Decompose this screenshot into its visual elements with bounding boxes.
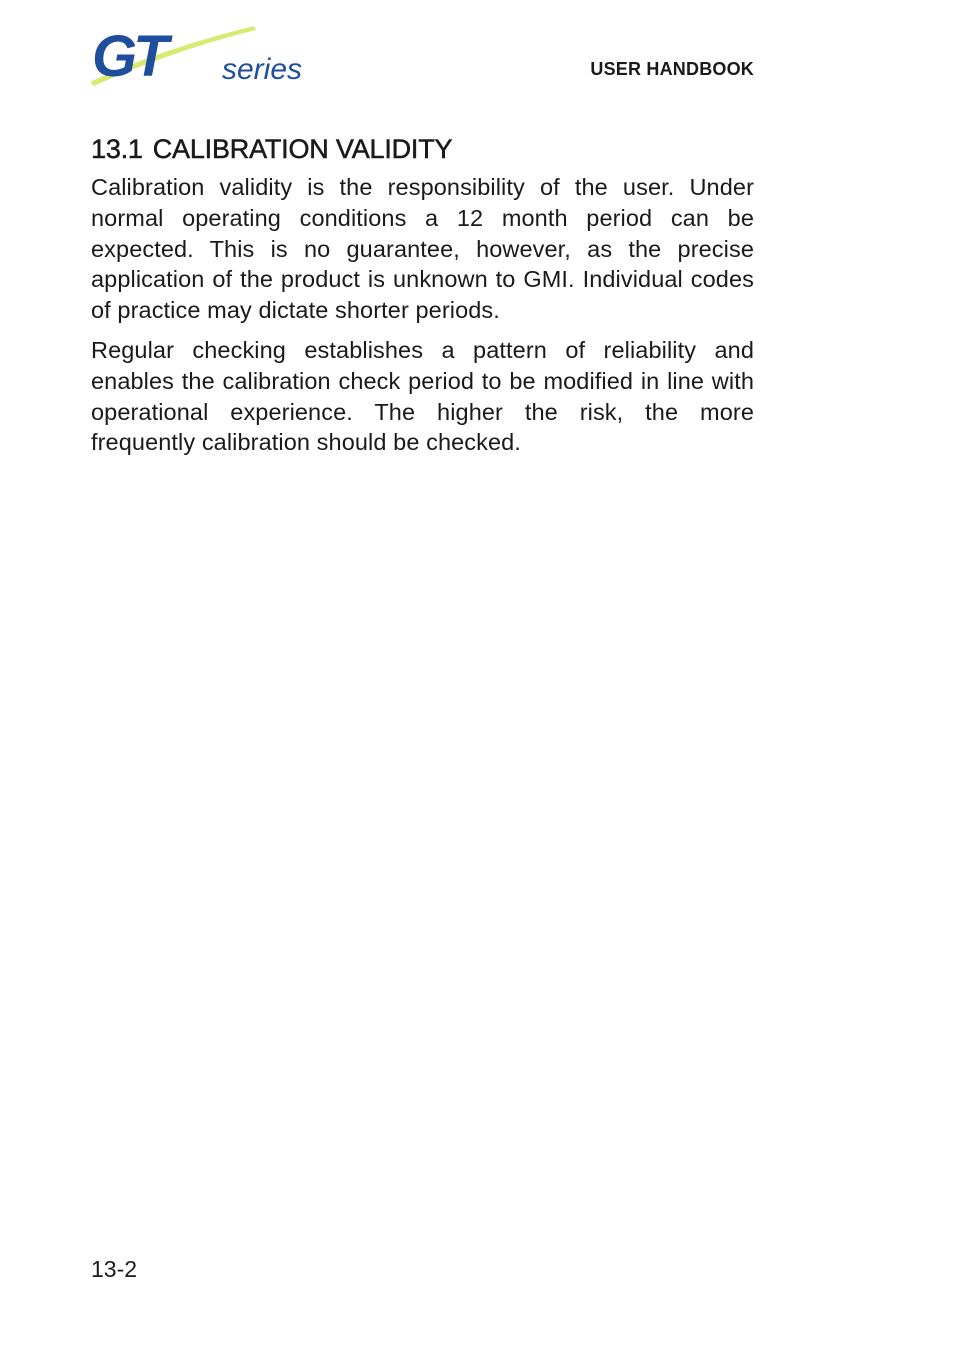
paragraph-calibration-validity: Calibration validity is the responsibility of the user. Under normal operating conditions a 12 month period can be expected. This is no guarantee, however, as the precise application of the product is unknown to GMI. Individual codes of practice may dictate shorter periods. [91,174,754,324]
section-content [91,132,754,467]
paragraph-regular-checking: Regular checking establishes a pattern of reliability and enables the calibration check period to be modified in line with operational experience. The higher the risk, the more frequently calibration should be checked. [91,336,754,456]
handbook-label: USER HANDBOOK [590,59,754,79]
section-number: 13.1 [91,134,143,164]
gt-series-logo [88,24,318,90]
page-number: 13-2 [91,1256,138,1282]
logo-suffix: series [222,53,303,86]
logo-letters: GT [92,24,165,89]
section-title: CALIBRATION VALIDITY [152,134,453,164]
section-heading [91,132,754,166]
